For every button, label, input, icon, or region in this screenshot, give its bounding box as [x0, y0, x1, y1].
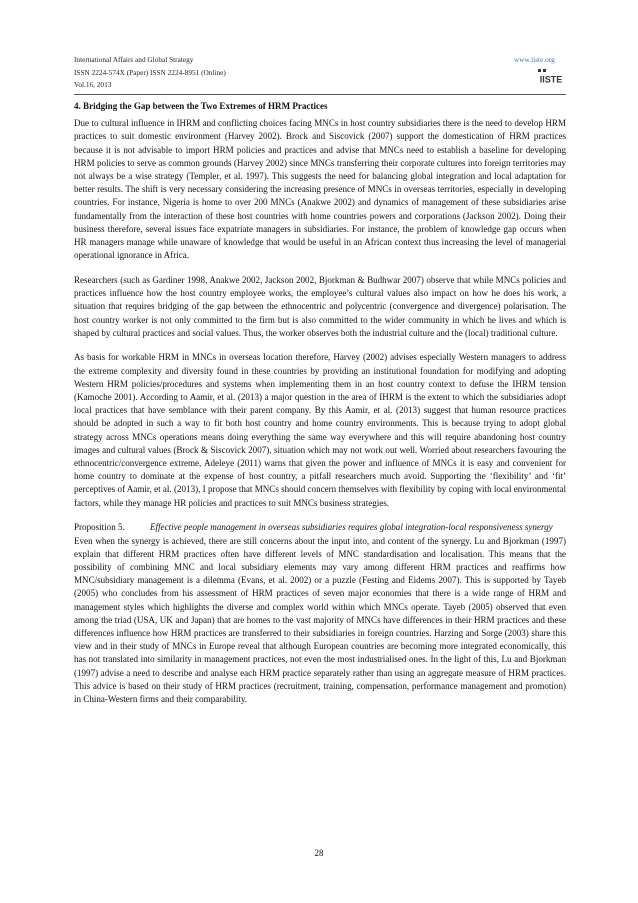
issn-line: ISSN 2224-574X (Paper) ISSN 2224-8951 (Online) — [74, 67, 226, 77]
paragraph-2: Researchers (such as Gardiner 1998, Anakwe 2002, Jackson 2002, Bjorkman & Budhwar 2007) observe that while MNCs policies and practices influence how the host country employee works, the employee’s cultural values also impact on how he does his work, a situation that requires bridging of the gap between the ethnocentric and polycentric (convergence and divergence) polarisation. The host country worker is not only committed to the firm but is also committed to the wider community in which he lives and which is shaped by cultural practices and social values. Thus, the worker observes both the industrial culture and the (local) traditional culture. — [74, 274, 566, 338]
running-header — [74, 54, 574, 92]
iiste-logo — [536, 67, 566, 86]
article-body — [74, 100, 566, 706]
proposition-text: Effective people management in overseas subsidiaries requires global integration-local responsiveness synergy — [150, 522, 553, 533]
paragraph-4: Even when the synergy is achieved, there are still concerns about the input into, and content of the synergy. Lu and Bjorkman (1997) explain that different HRM practices often have different levels of MNC standardisation and localisation. This means that the possibility of combining MNC and local subsidiary elements may vary among different HRM practices and reaffirms how MNC/subsidiary management is a dilemma (Evans, et al. 2002) or a puzzle (Festing and Eidems 2007). This is supported by Tayeb (2005) who concludes from his assessment of HRM practices of seven major economies that there is a wide range of HRM and management styles which highlights the diverse and complex world within which MNCs operate. Tayeb (2005) observed that even among the triad (USA, UK and Japan) that are homes to the vast majority of MNCs have differences in their HRM practices and these differences influence how HRM practices are transferred to their subsidiaries in foreign countries. Harzing and Sorge (2003) share this view and in their study of MNCs in Europe reveal that although European countries are becoming more integrated economically, this has not translated into similarity in management practices, not even the most industrialised ones. In the light of this, Lu and Bjorkman (1997) advise a need to describe and analyse each HRM practice separately rather than using an aggregate measure of HRM practices. This advice is based on their study of HRM practices (recruitment, training, compensation, performance management and promotion) in China-Western firms and their comparability. — [74, 535, 566, 705]
journal-url-link[interactable]: www.iiste.org — [514, 55, 555, 64]
paragraph-1: Due to cultural influence in IHRM and conflicting choices facing MNCs in host country subsidiaries there is the need to develop HRM practices to suit domestic environment (Harvey 2002). Brock and Siscovick (2007) support the domestication of HRM practices because it is not advisable to import HRM policies and practices and advise that MNCs need to establish a baseline for developing HRM policies to serve as common grounds (Harvey 2002) since MNCs transferring their corporate cultures into foreign territories may not always be a wise strategy (Templer, et al. 1997). This suggests the need for balancing global integration and local adaptation for better results. The shift is very necessary considering the increasing presence of MNCs in overseas territories, especially in developing countries. For instance, Nigeria is home to over 200 MNCs (Anakwe 2002) and dynamics of management of these subsidiaries arise fundamentally from the interaction of these host countries with home countries powers and corporations (Jackson 2002). Doing their business therefore, several issues face expatriate managers in subsidiaries. For instance, the problem of knowledge gap occurs when HR managers manage while unaware of knowledge that would be useful in an African context thus increasing the level of managerial operational ignorance in Africa. — [74, 118, 566, 261]
proposition-label: Proposition 5. — [74, 522, 125, 533]
logo-text: IISTE — [539, 74, 563, 85]
journal-title: International Affairs and Global Strategy — [74, 55, 194, 64]
proposition-block — [74, 521, 566, 534]
page-number: 28 — [314, 848, 324, 858]
volume-line: Vol.16, 2013 — [74, 80, 112, 89]
header-divider — [74, 94, 566, 95]
paragraph-3: As basis for workable HRM in MNCs in overseas location therefore, Harvey (2002) advises especially Western managers to address the extreme complexity and diversity found in these countries by providing an institutional foundation for modifying and adopting Western HRM policies/procedures and systems when implementing them in an host country context to defuse the IHRM tension (Kamoche 2001). According to Aamir, et al. (2013) a major question in the area of IHRM is the extent to which the subsidiaries adopt local practices that have semblance with their parent company. By this Aamir, et al. (2013) suggest that human resource practices should be adopted in such a way to fit both host country and home country environments. This is because trying to adopt global strategy across MNCs operations means doing everything the same way everywhere and this will require abandoning host country images and cultural values (Brock & Siscovick 2007), situation which may not work out well. Worried about researchers favouring the ethnocentric/convergence extreme, Adeleye (2011) warns that given the power and influence of MNCs it is easy and convenient for home country to dominate at the expense of host country, a pitfall researchers much avoid. Supporting the ‘flexibility’ and ‘fit’ perceptives of Aamir, et al. (2013), I propose that MNCs should concern themselves with flexibility by coping with local environmental factors, while they manage HR policies and practices to suit MNCs business strategies. — [74, 352, 566, 508]
section-heading: 4. Bridging the Gap between the Two Extremes of HRM Practices — [74, 101, 328, 111]
